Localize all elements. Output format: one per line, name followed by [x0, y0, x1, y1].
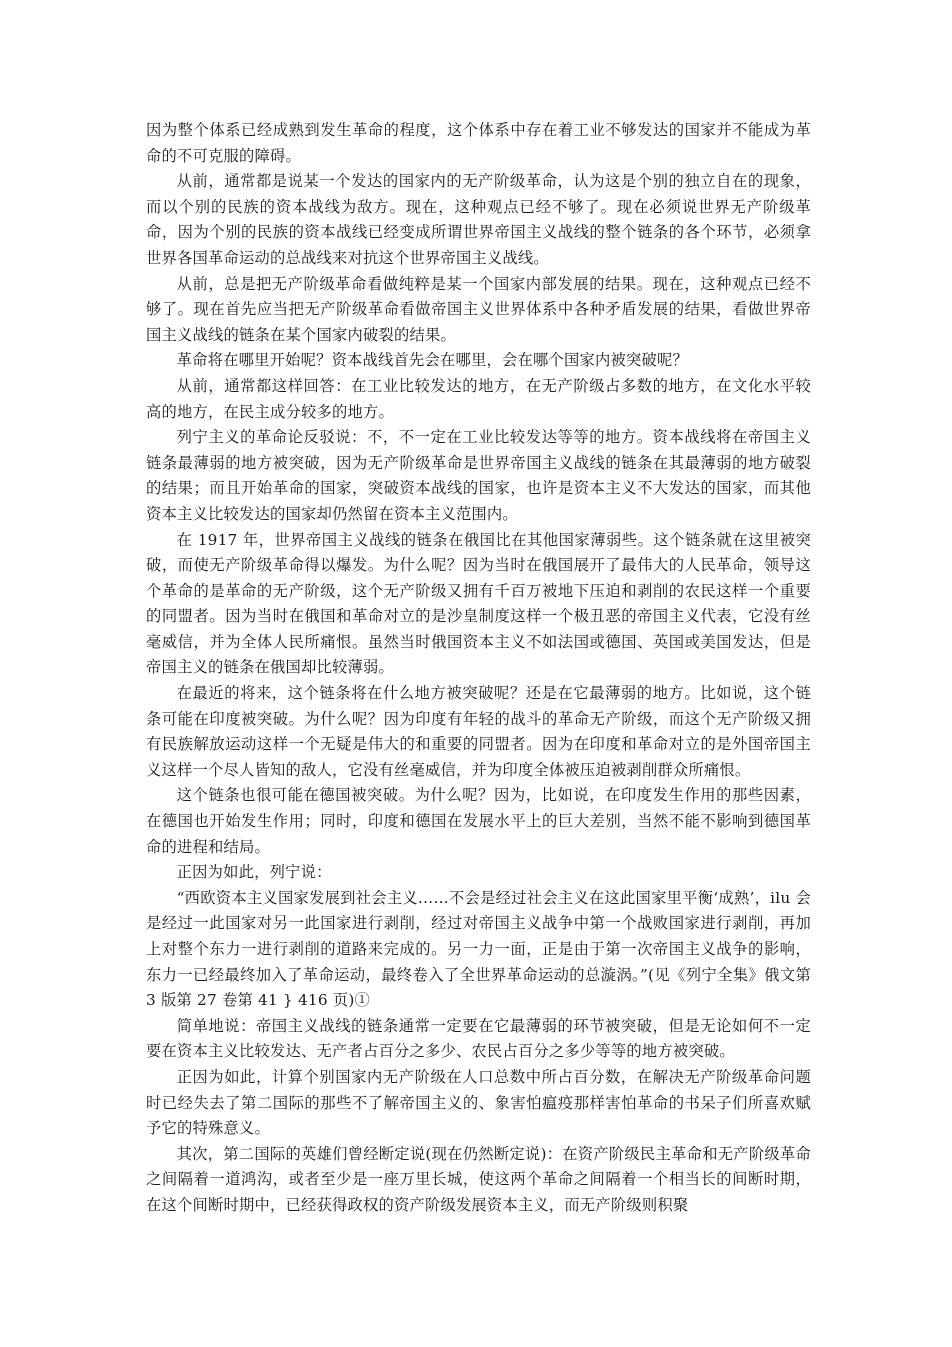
quotation: “西欧资本主义国家发展到社会主义……不会是经过社会主义在这此国家里平衡‘成熟’，ilu 会是经过一此国家对另一此国家进行剥削，经过对帝国主义战争中第一个战败国家进行剥削，再加上对整个东力一进行剥削的道路来完成的。另一力一面，正是由于第一次帝国主义战争的影响，东力一已经最终加入了革命运动，最终卷入了全世界革命运动的总漩涡。”(见《列宁全集》俄文第 3 版第 27 卷第 41 } 416 页)①	[146, 888, 811, 1010]
paragraph: 革命将在哪里开始呢？资本战线首先会在哪里，会在哪个国家内被突破呢？	[176, 351, 688, 370]
paragraph: 从前，通常都这样回答：在工业比较发达的地方，在无产阶级占多数的地方，在文化水平较高的地方，在民主成分较多的地方。	[146, 376, 811, 421]
paragraph: 在最近的将来，这个链条将在什么地方被突破呢？还是在它最薄弱的地方。比如说，这个链条可能在印度被突破。为什么呢？因为印度有年轻的战斗的革命无产阶级，而这个无产阶级又拥有民族解放运动这样一个无疑是伟大的和重要的同盟者。因为在印度和革命对立的是外国帝国主义这样一个尽人皆知的敌人，它没有丝毫威信，并为印度全体被压迫被剥削群众所痛恨。	[146, 684, 811, 779]
paragraph: 简单地说：帝国主义战线的链条通常一定要在它最薄弱的环节被突破，但是无论如何不一定要在资本主义比较发达、无产者占百分之多少、农民占百分之多少等等的地方被突破。	[146, 1016, 811, 1061]
paragraph: 列宁主义的革命论反驳说：不，不一定在工业比较发达等等的地方。资本战线将在帝国主义链条最薄弱的地方被突破，因为无产阶级革命是世界帝国主义战线的链条在其最薄弱的地方破裂的结果；而且开始革命的国家，突破资本战线的国家，也许是资本主义不大发达的国家，而其他资本主义比较发达的国家却仍然留在资本主义范围内。	[146, 428, 811, 523]
paragraph: 从前，总是把无产阶级革命看做纯粹是某一个国家内部发展的结果。现在，这种观点已经不够了。现在首先应当把无产阶级革命看做帝国主义世界体系中各种矛盾发展的结果，看做世界帝国主义战线的链条在某个国家内破裂的结果。	[146, 274, 811, 344]
paragraph: 正因为如此，列宁说：	[176, 863, 332, 882]
paragraph: 其次，第二国际的英雄们曾经断定说(现在仍然断定说)：在资产阶级民主革命和无产阶级革命之间隔着一道鸿沟，或者至少是一座万里长城，使这两个革命之间隔着一个相当长的间断时期，在这个间断时期中，已经获得政权的资产阶级发展资本主义，而无产阶级则积聚	[146, 1144, 811, 1214]
paragraph: 从前，通常都是说某一个发达的国家内的无产阶级革命，认为这是个别的独立自在的现象，而以个别的民族的资本战线为敌方。现在，这种观点已经不够了。现在必须说世界无产阶级革命，因为个别的民族的资本战线已经变成所谓世界帝国主义战线的整个链条的各个环节，必须拿世界各国革命运动的总战线来对抗这个世界帝国主义战线。	[146, 172, 811, 267]
paragraph: 这个链条也很可能在德国被突破。为什么呢？因为，比如说，在印度发生作用的那些因素，在德国也开始发生作用；同时，印度和德国在发展水平上的巨大差别，当然不能不影响到德国革命的进程和结局。	[146, 786, 811, 856]
paragraph: 在 1917 年，世界帝国主义战线的链条在俄国比在其他国家薄弱些。这个链条就在这里被突破，而使无产阶级革命得以爆发。为什么呢？因为当时在俄国展开了最伟大的人民革命，领导这个革命的是革命的无产阶级，这个无产阶级又拥有千百万被地下压迫和剥削的农民这样一个重要的同盟者。因为当时在俄国和革命对立的是沙皇制度这样一个极丑恶的帝国主义代表，它没有丝毫威信，并为全体人民所痛恨。虽然当时俄国资本主义不如法国或德国、英国或美国发达，但是帝国主义的链条在俄国却比较薄弱。	[146, 530, 811, 677]
paragraph: 正因为如此，计算个别国家内无产阶级在人口总数中所占百分数，在解决无产阶级革命问题时已经失去了第二国际的那些不了解帝国主义的、象害怕瘟疫那样害怕革命的书呆子们所喜欢赋予它的特殊意义。	[146, 1067, 811, 1138]
paragraph: 因为整个体系已经成熟到发生革命的程度，这个体系中存在着工业不够发达的国家并不能成为革命的不可克服的障碍。	[146, 121, 811, 165]
document-body	[146, 118, 811, 1219]
